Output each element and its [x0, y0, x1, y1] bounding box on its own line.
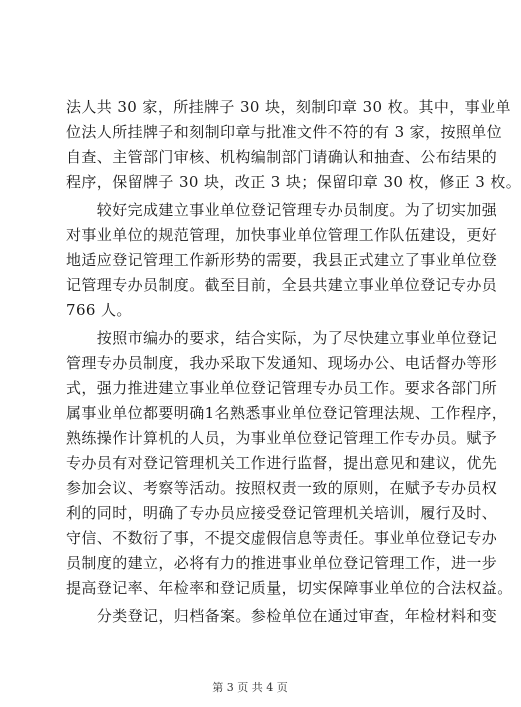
text-line: 专办员有对登记管理机关工作进行监督，提出意见和建议，优先 — [66, 454, 498, 472]
text-line: 位法人所挂牌子和刻制印章与批准文件不符的有 3 家，按照单位 — [66, 123, 503, 141]
text-line: 员制度的建立，必将有力的推进事业单位登记管理工作，进一步 — [66, 554, 498, 572]
text-line: 参加会议、考察等活动。按照权责一致的原则，在赋予专办员权 — [66, 479, 498, 497]
text-line: 利的同时，明确了专办员应接受登记管理机关培训，履行及时、 — [66, 504, 498, 522]
text-line: 守信、不数衍了事，不提交虚假信息等责任。事业单位登记专办 — [66, 529, 498, 547]
text-line: 地适应登记管理工作新形势的需要，我县正式建立了事业单位登 — [66, 251, 498, 269]
text-line: 熟练操作计算机的人员，为事业单位登记管理工作专办员。赋予 — [66, 429, 498, 447]
text-line: 按照市编办的要求，结合实际，为了尽快建立事业单位登记 — [66, 329, 498, 347]
text-line: 属事业单位都要明确1名熟悉事业单位登记管理法规、工作程序， — [66, 404, 508, 422]
text-line: 较好完成建立事业单位登记管理专办员制度。为了切实加强 — [66, 201, 498, 219]
text-line: 管理专办员制度，我办采取下发通知、现场办公、电话督办等形 — [66, 354, 498, 372]
text-line: 分类登记，归档备案。参检单位在通过审查，年检材料和变 — [66, 607, 498, 625]
text-line: 程序，保留牌子 30 块，改正 3 块；保留印章 30 枚，修正 3 枚。 — [66, 173, 521, 191]
text-line: 记管理专办员制度。截至目前，全县共建立事业单位登记专办员 — [66, 276, 498, 294]
text-line: 法人共 30 家，所挂牌子 30 块，刻制印章 30 枚。其中，事业单 — [66, 98, 511, 116]
text-line: 对事业单位的规范管理，加快事业单位管理工作队伍建设，更好 — [66, 226, 498, 244]
text-line: 提高登记率、年检率和登记质量，切实保障事业单位的合法权益。 — [66, 579, 513, 597]
page-footer: 第 3 页 共 4 页 — [212, 681, 288, 694]
text-line: 766 人。 — [66, 301, 132, 319]
text-line: 自查、主管部门审核、机构编制部门请确认和抽查、公布结果的 — [66, 148, 498, 166]
text-line: 式，强力推进建立事业单位登记管理专办员工作。要求各部门所 — [66, 379, 498, 397]
